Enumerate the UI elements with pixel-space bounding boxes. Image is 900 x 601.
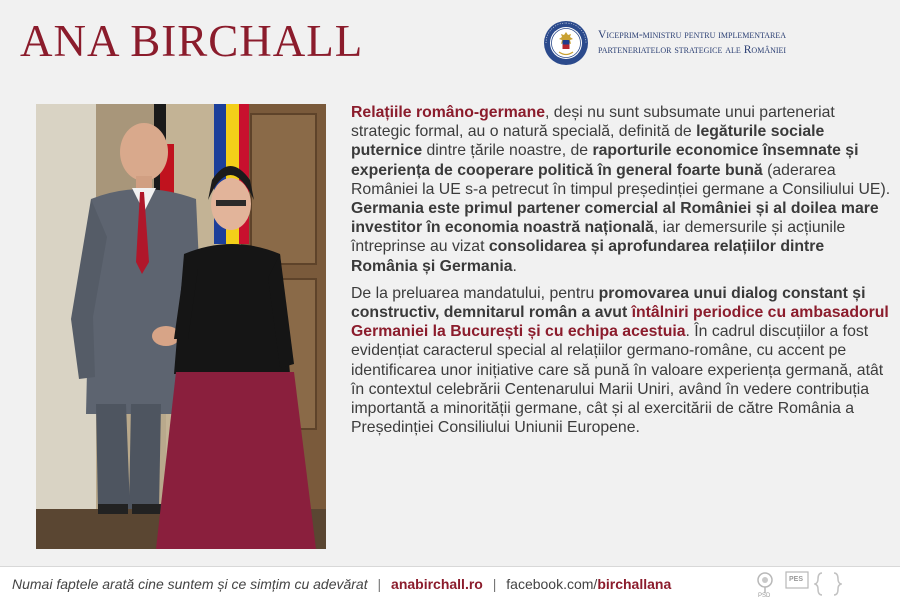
facebook-prefix: facebook.com/ — [506, 576, 598, 592]
social-democrat-icon — [814, 569, 842, 599]
website-link[interactable]: anabirchall.ro — [391, 576, 483, 592]
government-seal-icon — [543, 20, 589, 66]
article-body — [351, 103, 891, 445]
bold-phrase: promovarea unui dialog constant și constructiv, demnitarul român a avut — [351, 284, 866, 322]
facebook-link[interactable] — [506, 576, 671, 592]
photo-illustration — [36, 104, 326, 549]
brand-title: ANA BIRCHALL — [20, 16, 364, 66]
text-run: (aderarea României la UE s-a petrecut în timpul președinției germane a Consiliului UE). — [351, 161, 891, 198]
highlighted-phrase: Relațiile româno-germane — [351, 104, 546, 121]
article-paragraph-2 — [351, 284, 891, 438]
footer-bar — [0, 566, 900, 601]
text-run: dintre țările noastre, de — [422, 142, 593, 160]
government-title-line-2: parteneriatelor strategice ale României — [598, 43, 787, 56]
meeting-photo — [36, 104, 326, 549]
article-paragraph-1 — [351, 103, 891, 276]
footer-separator: | — [492, 576, 497, 592]
pes-logo-label: PES — [789, 576, 804, 583]
bold-phrase: consolidarea și aprofundarea relațiilor dintre România și Germania — [351, 238, 825, 275]
text-run: . În cadrul discuțiilor a fost evidențiat caracterul special al relațiilor germano-române, cu accent pe identificarea unor inițiative care să pună în valoare experiența germană, atât în contextul celebrării Centenarului Marii Uniri, având în vedere contribuția importantă a minorității germane, cât și al exercitării de către România a Președinției Consiliului Uniunii Europene. — [351, 323, 884, 437]
bold-phrase: raporturile economice însemnate și experiența de cooperare politică în general foarte bună — [351, 142, 859, 179]
text-run: . — [512, 257, 517, 275]
bold-phrase: Germania este primul partener comercial al României și al doilea mare investitor în economia noastră națională — [351, 200, 879, 237]
footer-motto: Numai faptele arată cine suntem și ce simțim cu adevărat — [12, 576, 368, 592]
facebook-handle: birchallana — [597, 576, 672, 592]
bold-phrase: legăturile sociale puternice — [351, 123, 825, 160]
government-title-line-1: Viceprim-ministru pentru implementarea — [598, 28, 787, 41]
footer-text — [12, 576, 671, 592]
highlighted-phrase: întâlniri periodice cu ambasadorul Germaniei la București și cu echipa acestuia — [351, 304, 889, 341]
text-run: , iar demersurile și acțiunile întreprinse au vizat — [351, 219, 846, 256]
government-position-title — [598, 27, 888, 57]
text-run: De la preluarea mandatului, pentru — [351, 284, 599, 302]
psd-logo-label: PSD — [758, 593, 771, 599]
text-run: , deși nu sunt subsumate unui parteneriat strategic formal, au o natură specială, definită de — [351, 104, 835, 141]
footer-separator: | — [377, 576, 382, 592]
party-logos — [750, 569, 890, 599]
